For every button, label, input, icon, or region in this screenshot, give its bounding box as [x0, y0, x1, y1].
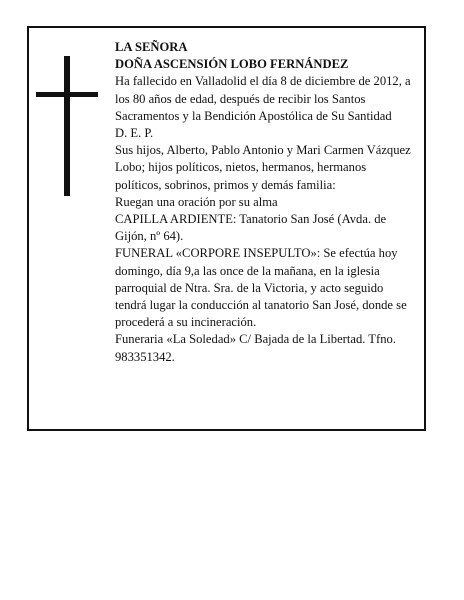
notice-heading: LA SEÑORA [115, 40, 188, 54]
funeral-info: FUNERAL «CORPORE INSEPULTO»: Se efectúa hoy domingo, día 9,a las once de la mañana, en la iglesia parroquial de Ntra. Sra. de la Victoria, y acto seguido tendrá lugar la conducción al tanatorio San José, donde se procederá a su incineración. [115, 246, 407, 330]
deceased-name: DOÑA ASCENSIÓN LOBO FERNÁNDEZ [115, 57, 349, 72]
cross-vertical-bar [64, 56, 70, 196]
chapel-info: CAPILLA ARDIENTE: Tanatorio San José (Avda. de Gijón, nº 64). [115, 212, 387, 244]
obituary-text [115, 39, 415, 366]
rest-in-peace: D. E. P. [115, 126, 154, 141]
prayer-request: Ruegan una oración por su alma [115, 194, 278, 209]
cross-horizontal-bar [36, 92, 98, 97]
family-mourners: Sus hijos, Alberto, Pablo Antonio y Mari Carmen Vázquez Lobo; hijos políticos, nietos, hermanos, hermanos políticos, sobrinos, primos y demás familia: [115, 143, 411, 192]
funeral-home-info: Funeraria «La Soledad» C/ Bajada de la Libertad. Tfno. 983351342. [115, 332, 396, 364]
death-announcement: Ha fallecido en Valladolid el día 8 de diciembre de 2012, a los 80 años de edad, después de recibir los Santos Sacramentos y la Bendición Apostólica de Su Santidad [115, 74, 411, 123]
cross-icon [36, 56, 98, 196]
